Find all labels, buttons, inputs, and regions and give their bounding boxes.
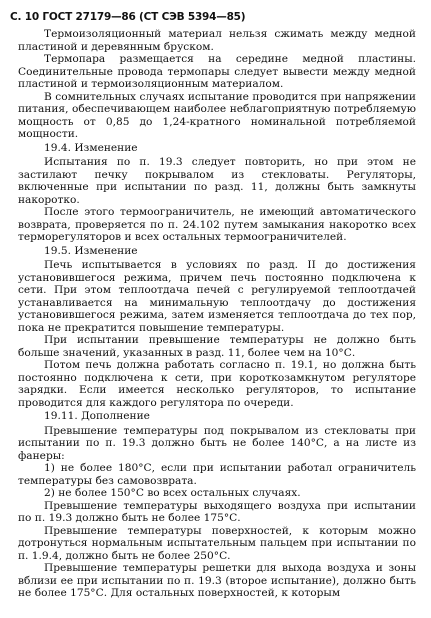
paragraph: Термоизоляционный материал нельзя сжимать между медной пластиной и деревянным бруском. (18, 28, 416, 53)
paragraph: В сомнительных случаях испытание проводится при напряжении питания, обеспечивающем наиболее неблагоприятную потребляемую мощность от 0,85 до 1,24-кратного номинальной потребляемой мощности. (18, 90, 416, 140)
list-item: 1) не более 180°С, если при испытании работал ограничитель температуры без самовозврата. (18, 462, 416, 487)
paragraph: После этого термоограничитель, не имеющий автоматического возврата, проверяется по п. 24.102 путем замыкания накоротко всех терморегуляторов и всех остальных термоограничителей. (18, 206, 416, 243)
paragraph: Термопара размещается на середине медной пластины. Соединительные провода термопары следует вывести между медной пластиной и термоизоляционным материалом. (18, 53, 416, 90)
paragraph: Печь испытывается в условиях по разд. II до достижения установившегося режима, причем печь постоянно подключена к сети. При этом теплоотдача печей с регулируемой теплоотдачей устанавливается на минимальную теплоотдачу до достижения установившегося режима, затем изменяется теплоотдача до тех пор, пока не прекратится повышение температуры. (18, 259, 416, 334)
document-body (18, 28, 416, 600)
section-heading: 19.4. Изменение (44, 141, 138, 154)
paragraph: Испытания по п. 19.3 следует повторить, но при этом не застилают печку покрывалом из стекловаты. Регуляторы, включенные при испытании по разд. 11, должны быть замкнуты накоротко. (18, 156, 416, 206)
paragraph: Превышение температуры под покрывалом из стекловаты при испытании по п. 19.3 должно быть не более 140°С, а на листе из фанеры: (18, 424, 416, 462)
section-heading: 19.11. Дополнение (44, 410, 150, 422)
paragraph: Потом печь должна работать согласно п. 19.1, но должна быть постоянно подключена к сети, при короткозамкнутом регуляторе зарядки. Если имеется несколько регуляторов, то испытание проводится для каждого регулятора по очереди. (18, 359, 416, 409)
section-heading: 19.5. Изменение (44, 244, 138, 257)
paragraph: При испытании превышение температуры не должно быть больше значений, указанных в разд. 11, более чем на 10°С. (18, 334, 416, 359)
list-item: 2) не более 150°С во всех остальных случаях. (44, 487, 301, 499)
page-header: С. 10 ГОСТ 27179—86 (СТ СЭВ 5394—85) (10, 11, 246, 23)
paragraph: Превышение температуры выходящего воздуха при испытании по п. 19.3 должно быть не более 175°С. (18, 499, 416, 524)
paragraph: Превышение температуры решетки для выхода воздуха и зоны вблизи ее при испытании по п. 19.3 (второе испытание), должно быть не более 175°С. Для остальных поверхностей, к которым (18, 562, 416, 599)
paragraph: Превышение температуры поверхностей, к которым можно дотронуться нормальным испытательным пальцем при испытании по п. 1.9.4, должно быть не более 250°С. (18, 524, 416, 562)
